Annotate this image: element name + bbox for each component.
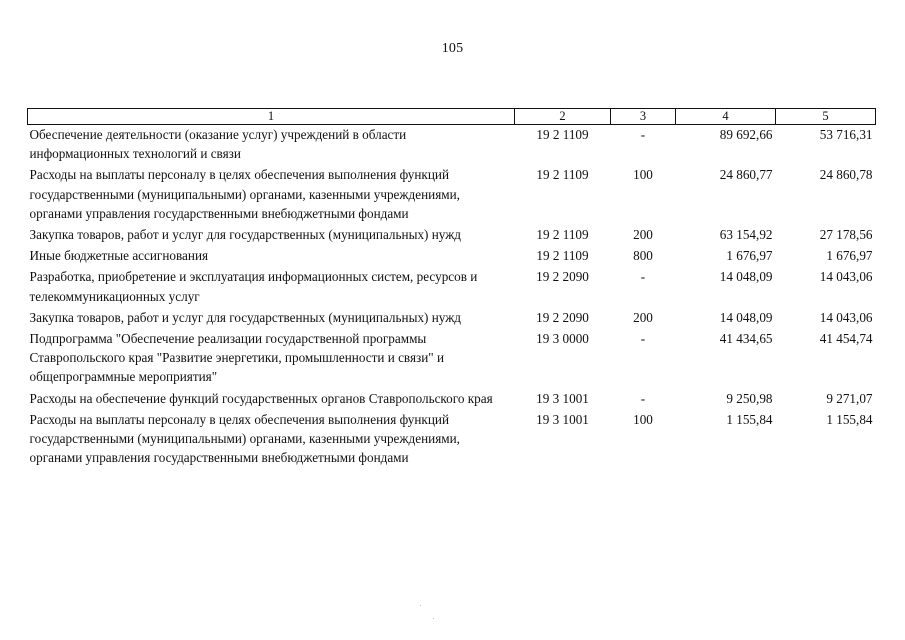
row-code: 19 3 1001 — [536, 411, 589, 427]
table-row — [28, 329, 876, 389]
row-sum-1: 14 048,09 — [719, 269, 773, 285]
budget-table — [27, 108, 876, 467]
row-sum-2: 27 178,56 — [819, 227, 873, 243]
row-expense-type: 200 — [633, 227, 653, 243]
row-name: Расходы на обеспечение функций государственных органов Ставропольского края — [29, 390, 493, 406]
header-col-1: 1 — [28, 109, 515, 125]
row-sum-1: 63 154,92 — [719, 227, 773, 243]
row-expense-type: 800 — [633, 248, 653, 264]
row-code: 19 2 2090 — [536, 309, 589, 325]
row-sum-2: 53 716,31 — [819, 127, 873, 142]
row-expense-type: 100 — [633, 167, 653, 183]
row-sum-2: 1 676,97 — [826, 248, 873, 264]
row-expense-type: - — [640, 269, 646, 285]
table-body — [28, 125, 876, 468]
row-code: 19 2 1109 — [536, 127, 589, 142]
row-code: 19 2 1109 — [536, 167, 589, 183]
row-name: Расходы на выплаты персоналу в целях обеспечения выполнения функций государственными (муниципальными) органами, казенными учреждениями, органами управления государственными внебюджетными фондами — [29, 411, 460, 466]
header-col-3: 3 — [611, 109, 676, 125]
row-code: 19 3 0000 — [536, 331, 589, 347]
row-sum-2: 9 271,07 — [826, 390, 873, 406]
row-sum-1: 9 250,98 — [726, 390, 773, 406]
row-code: 19 2 1109 — [536, 227, 589, 243]
table-row — [28, 225, 876, 246]
row-expense-type: 100 — [633, 411, 653, 427]
table-row — [28, 308, 876, 329]
row-name: Иные бюджетные ассигнования — [29, 248, 209, 264]
row-sum-1: 1 155,84 — [726, 411, 773, 427]
header-col-2: 2 — [515, 109, 611, 125]
row-sum-2: 1 155,84 — [826, 411, 873, 427]
row-sum-2: 14 043,06 — [819, 309, 873, 325]
table-header — [28, 109, 876, 125]
scan-speck — [420, 605, 421, 606]
row-name: Расходы на выплаты персоналу в целях обеспечения выполнения функций государственными (муниципальными) органами, казенными учреждениями, органами управления государственными внебюджетными фондами — [29, 167, 460, 221]
scan-speck — [433, 618, 434, 619]
table-row — [28, 246, 876, 267]
row-name: Закупка товаров, работ и услуг для государственных (муниципальных) нужд — [29, 227, 462, 243]
row-name: Разработка, приобретение и эксплуатация информационных систем, ресурсов и телекоммуникационных услуг — [29, 269, 478, 304]
row-sum-2: 41 454,74 — [819, 331, 873, 347]
row-expense-type: 200 — [633, 309, 653, 325]
header-row — [28, 109, 876, 125]
row-sum-1: 89 692,66 — [719, 127, 773, 142]
row-expense-type: - — [640, 127, 646, 142]
table-row — [28, 410, 876, 468]
header-col-4: 4 — [676, 109, 776, 125]
row-name: Обеспечение деятельности (оказание услуг) учреждений в области информационных технологий и связи — [29, 127, 407, 162]
page-number: 105 — [441, 41, 464, 56]
row-code: 19 2 2090 — [536, 269, 589, 285]
row-name: Закупка товаров, работ и услуг для государственных (муниципальных) нужд — [29, 309, 462, 325]
row-sum-1: 41 434,65 — [719, 331, 773, 347]
table-row — [28, 389, 876, 410]
row-sum-1: 14 048,09 — [719, 309, 773, 325]
row-sum-1: 24 860,77 — [719, 167, 773, 183]
table-row — [28, 267, 876, 307]
row-code: 19 3 1001 — [536, 390, 589, 406]
row-code: 19 2 1109 — [536, 248, 589, 264]
table-row — [28, 165, 876, 225]
row-expense-type: - — [640, 390, 646, 406]
row-sum-2: 24 860,78 — [819, 167, 873, 183]
row-sum-1: 1 676,97 — [726, 248, 773, 264]
table-row — [28, 125, 876, 166]
row-name: Подпрограмма "Обеспечение реализации государственной программы Ставропольского края "Развитие энергетики, промышленности и связи" и общепрограммные мероприятия" — [29, 331, 445, 385]
header-col-5: 5 — [776, 109, 876, 125]
row-expense-type: - — [640, 331, 646, 347]
row-sum-2: 14 043,06 — [819, 269, 873, 285]
